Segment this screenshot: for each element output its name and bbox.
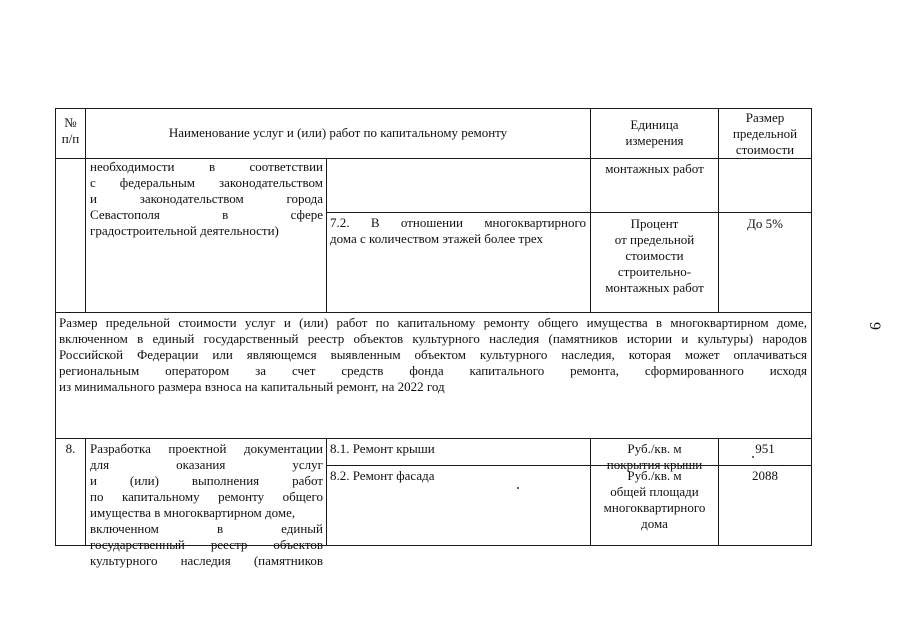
- col-divider-subname: [326, 158, 327, 313]
- header-unit-line: измерения: [625, 133, 684, 148]
- text-line: из минимального размера взноса на капитальный ремонт, на 2022 год: [59, 379, 445, 394]
- page-number: 9: [866, 322, 883, 330]
- text-line: покрытия крыши: [606, 457, 703, 472]
- text-line: Размер предельной стоимости услуг и (или) работ по капитальному ремонту общего имущества в многоквартирном доме,: [59, 315, 807, 330]
- header-name: Наименование услуг и (или) работ по капитальному ремонту: [168, 125, 508, 140]
- text-line: строительно-: [617, 264, 692, 279]
- header-num-line: п/п: [61, 131, 80, 146]
- subrow-divider-82: [326, 465, 811, 466]
- text-line: градостроительной деятельности): [90, 223, 279, 238]
- subrow-82-name: 8.2. Ремонт фасада: [330, 468, 435, 483]
- scan-speck: [517, 487, 519, 489]
- subrow-divider-72: [326, 212, 811, 213]
- text-line: включенном в единый государственный реестр объектов культурного наследия (памятников истории и культуры) народов: [59, 331, 807, 346]
- header-size-line: стоимости: [735, 142, 795, 157]
- text-line: культурного наследия (памятников: [90, 553, 323, 568]
- subrow-72-unit: [591, 216, 718, 296]
- header-size-line: предельной: [732, 126, 798, 141]
- subrow-72-name: [330, 215, 586, 247]
- text-line: Руб./кв. м: [627, 468, 682, 483]
- header-unit: [591, 117, 718, 149]
- text-line: дома: [641, 516, 668, 531]
- text-line: 7.2. В отношении многоквартирного: [330, 215, 586, 230]
- subrow-82-unit: [591, 468, 718, 532]
- subrow-81-name: 8.1. Ремонт крыши: [330, 441, 435, 456]
- heading-bottom-border: [55, 438, 811, 439]
- text-line: Руб./кв. м: [627, 441, 682, 456]
- text-line: многоквартирного: [603, 500, 706, 515]
- text-line: и законодательством города: [90, 191, 323, 206]
- text-line: имущества в многоквартирном доме,: [90, 505, 296, 520]
- col-divider-subname-row8: [326, 438, 327, 546]
- table-left-border: [55, 108, 56, 546]
- text-line: дома с количеством этажей более трех: [330, 231, 543, 246]
- text-line: Севастополя в сфере: [90, 207, 323, 222]
- col-divider-num-row8: [85, 438, 86, 546]
- table-top-border: [55, 108, 811, 109]
- section-7-bottom-border: [55, 312, 811, 313]
- table-right-border: [811, 108, 812, 546]
- header-unit-line: Единица: [630, 117, 679, 132]
- text-line: Процент: [630, 216, 679, 231]
- text-line: региональным оператором за счет средств фонда капитального ремонта, сформированного исходя: [59, 363, 807, 378]
- header-size-line: Размер: [745, 110, 785, 125]
- subrow-72-value: До 5%: [747, 216, 783, 231]
- text-line: Разработка проектной документации: [90, 441, 323, 456]
- scan-speck: [752, 456, 754, 458]
- header-size: [719, 110, 811, 158]
- row7-service-name: [90, 159, 323, 239]
- text-line: государственный реестр объектов: [90, 537, 323, 552]
- text-line: необходимости в соответствии: [90, 159, 323, 174]
- text-line: по капитальному ремонту общего: [90, 489, 323, 504]
- text-line: с федеральным законодательством: [90, 175, 323, 190]
- text-line: монтажных работ: [605, 280, 704, 295]
- text-line: для оказания услуг: [90, 457, 323, 472]
- row7-prev-unit: монтажных работ: [605, 161, 704, 176]
- header-num: [56, 115, 85, 147]
- row8-num: 8.: [65, 441, 76, 456]
- text-line: общей площади: [610, 484, 699, 499]
- text-line: стоимости: [625, 248, 684, 263]
- text-line: Российской Федерации или являющемся выявленным объектом культурного наследия, которая может оплачиваться: [59, 347, 807, 362]
- section-heading: [59, 315, 807, 395]
- text-line: от предельной: [614, 232, 695, 247]
- text-line: и (или) выполнения работ: [90, 473, 323, 488]
- row8-service-name: [90, 441, 323, 569]
- header-num-line: №: [64, 115, 77, 130]
- subrow-81-value: 951: [755, 441, 775, 456]
- text-line: включенном в единый: [90, 521, 323, 536]
- subrow-82-value: 2088: [752, 468, 778, 483]
